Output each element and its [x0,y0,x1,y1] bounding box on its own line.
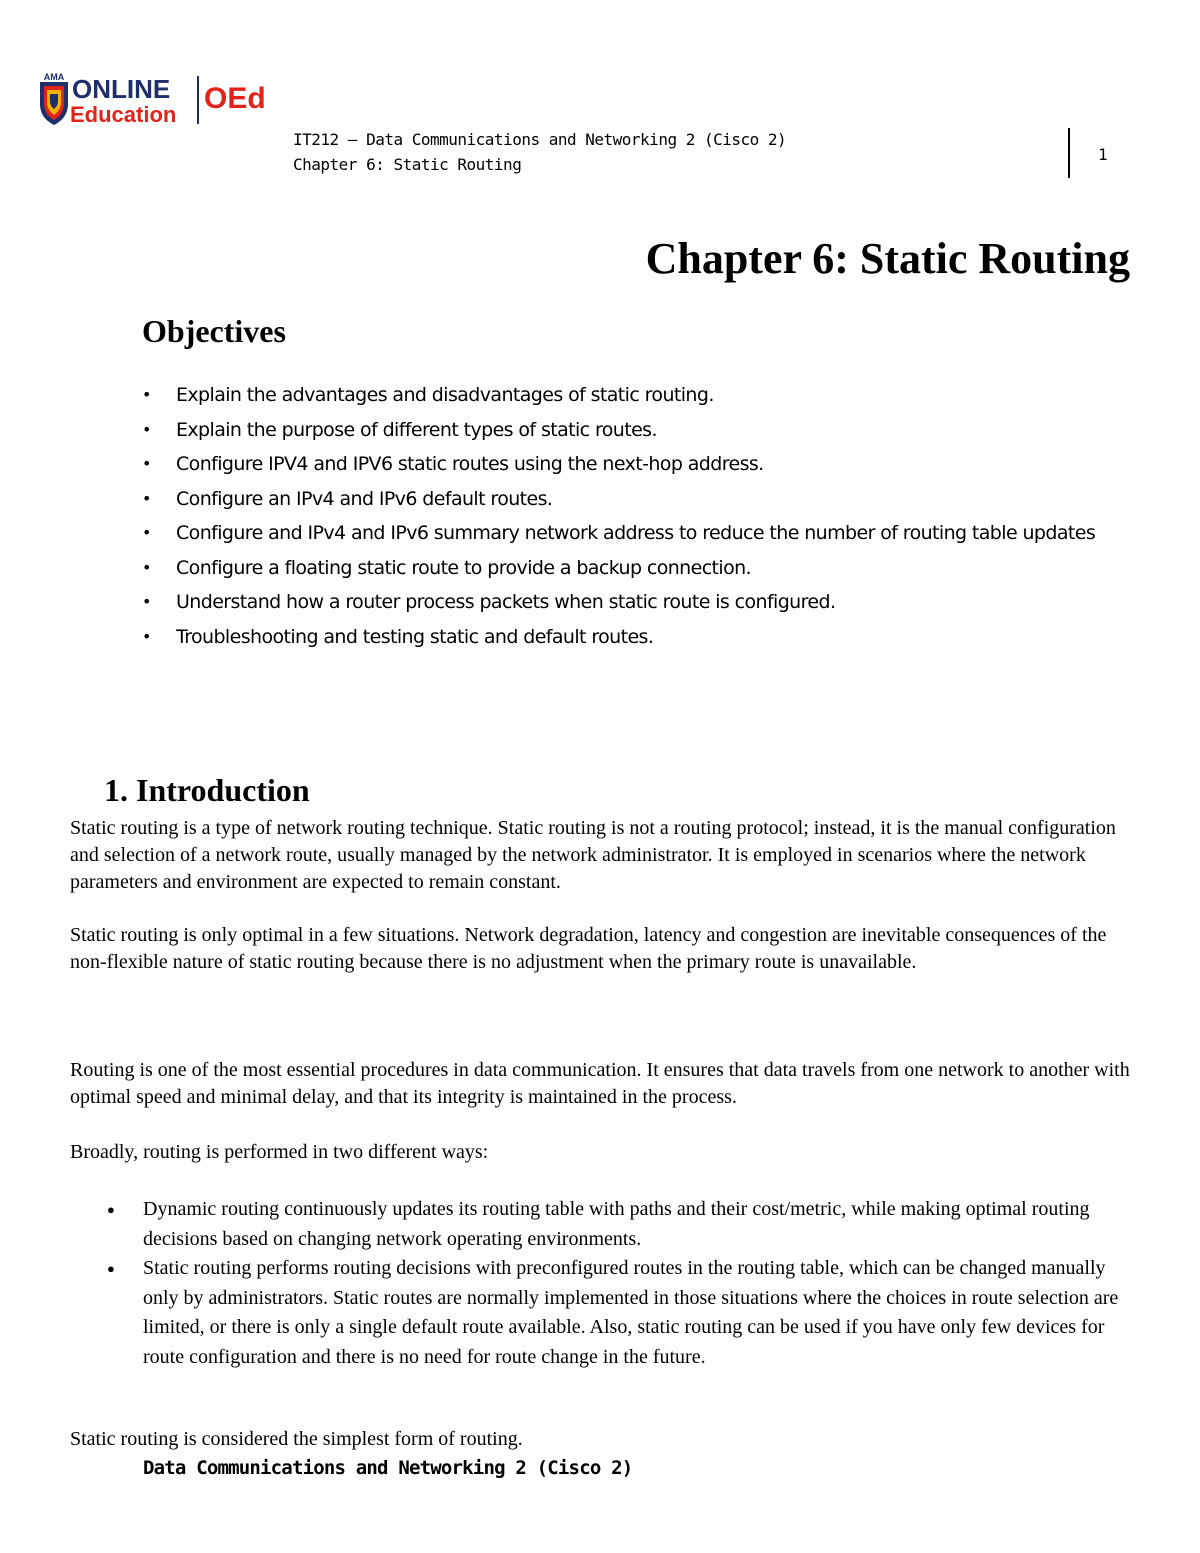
header-course-title: IT212 – Data Communications and Networking 2 (Cisco 2) [293,130,787,149]
routing-way-item: ● Static routing performs routing decisions with preconfigured routes in the routing table, which can be changed manually only by administrators. Static routes are normally implemented in those situations where the choices in route selection are limited, or there is only a single default route available. Also, static routing can be used if you have only few devices for route configuration and there is no need for route change in the future. [105,1254,1135,1372]
chapter-title: Chapter 6: Static Routing [645,234,1130,283]
header-divider [1068,128,1070,178]
online-education-logo [36,70,276,130]
routing-ways-list [105,1195,1135,1372]
svg-text:Education: Education [70,102,177,127]
intro-paragraph-5: Static routing is considered the simplest form of routing. [70,1428,523,1450]
svg-text:OEd: OEd [204,82,266,115]
introduction-heading: 1. Introduction [104,772,310,808]
objective-item: • Understand how a router process packets when static route is configured. [140,585,1140,620]
intro-paragraph-4: Broadly, routing is performed in two different ways: [70,1141,489,1163]
page-number: 1 [1098,145,1108,164]
objective-item: • Configure IPV4 and IPV6 static routes using the next-hop address. [140,447,1140,482]
svg-text:AMA: AMA [43,72,65,82]
footer-course-name: Data Communications and Networking 2 (Cisco 2) [143,1457,633,1479]
objective-item: • Explain the advantages and disadvantages of static routing. [140,378,1140,413]
objective-item: • Explain the purpose of different types of static routes. [140,413,1140,448]
objective-item: • Configure a floating static route to provide a backup connection. [140,551,1140,586]
objectives-list [140,378,1140,654]
objective-item: • Configure an IPv4 and IPv6 default routes. [140,482,1140,517]
intro-paragraph-2: Static routing is only optimal in a few situations. Network degradation, latency and congestion are inevitable consequences of the non-flexible nature of static routing because there is no adjustment when the primary route is unavailable. [70,924,1107,973]
svg-text:ONLINE: ONLINE [72,74,171,104]
intro-paragraph-3: Routing is one of the most essential procedures in data communication. It ensures that data travels from one network to another with optimal speed and minimal delay, and that its integrity is maintained in the process. [70,1059,1130,1108]
objective-item: • Configure and IPv4 and IPv6 summary network address to reduce the number of routing table updates [140,516,1140,551]
header-chapter-subtitle: Chapter 6: Static Routing [293,155,522,174]
routing-way-item: ● Dynamic routing continuously updates its routing table with paths and their cost/metric, while making optimal routing decisions based on changing network operating environments. [105,1195,1135,1254]
intro-paragraph-1: Static routing is a type of network routing technique. Static routing is not a routing protocol; instead, it is the manual configuration and selection of a network route, usually managed by the network administrator. It is employed in scenarios where the network parameters and environment are expected to remain constant. [70,817,1116,893]
objective-item: • Troubleshooting and testing static and default routes. [140,620,1140,655]
objectives-heading: Objectives [142,313,286,349]
shield-icon [40,72,68,125]
